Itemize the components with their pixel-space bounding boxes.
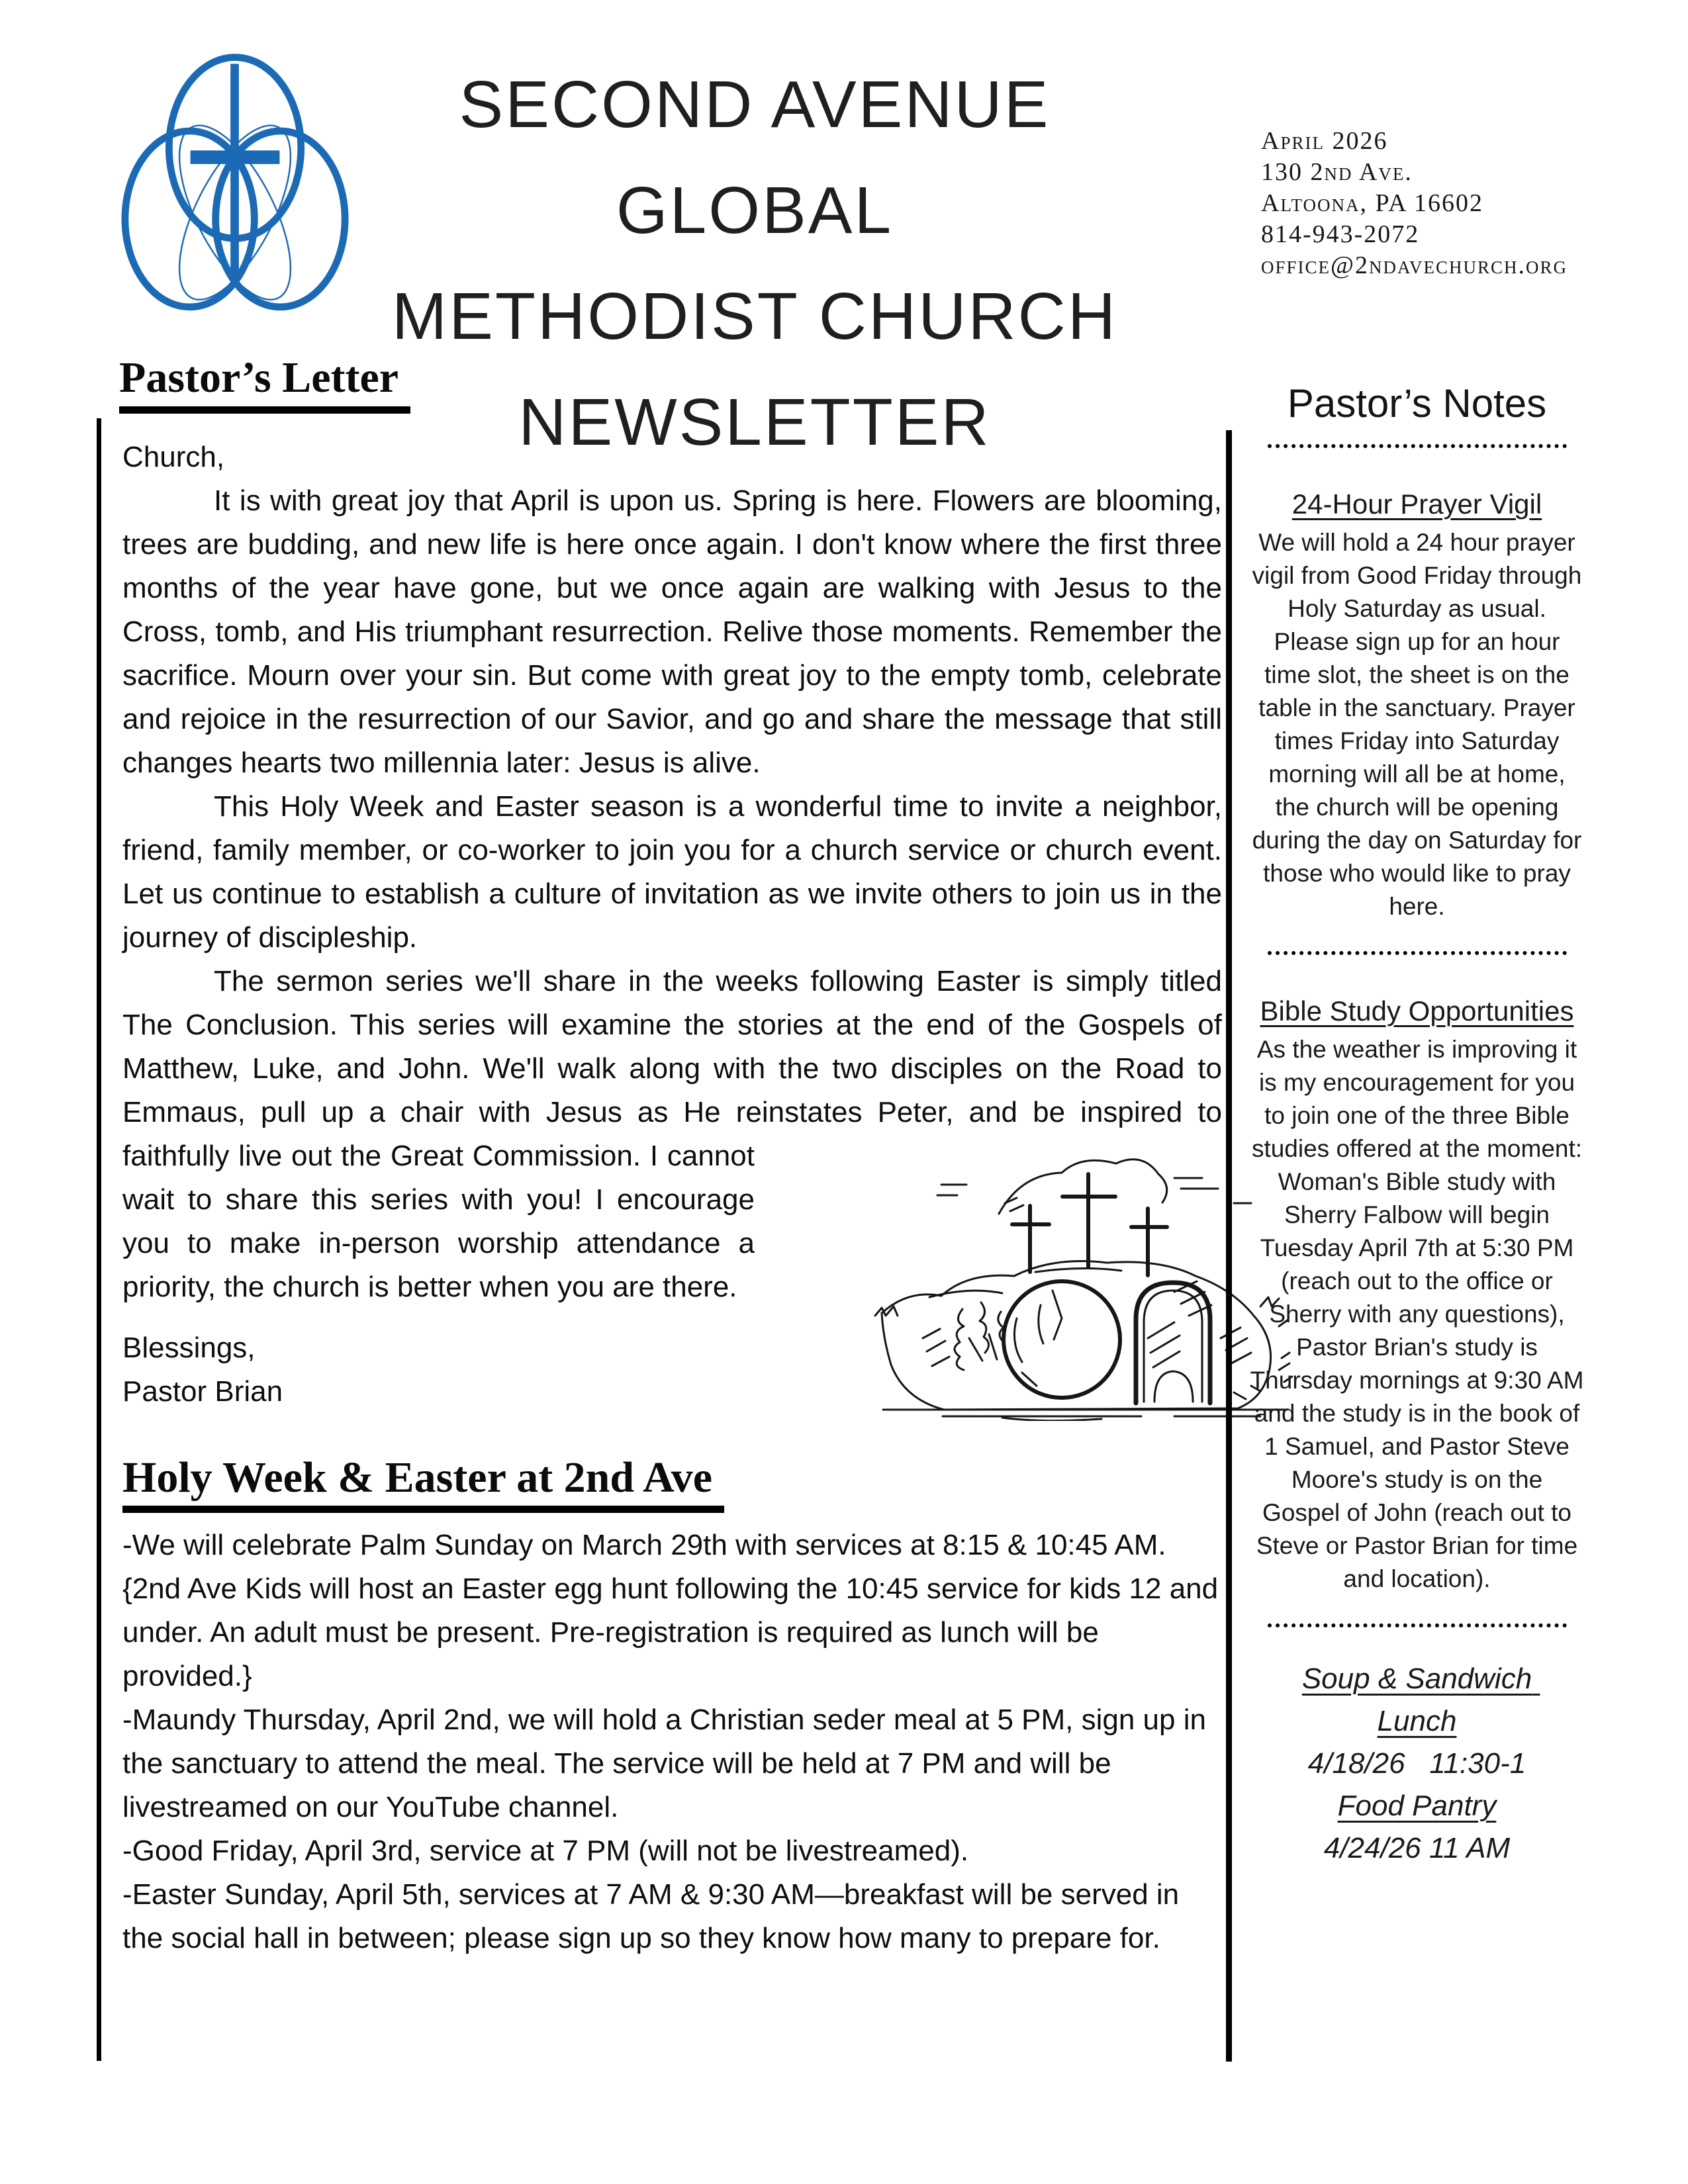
event-name-soup-sandwich-lunch: Soup & Sandwich Lunch (1301, 1662, 1540, 1737)
email-address: office@2ndavechurch.org (1261, 251, 1568, 279)
masthead-line-2: METHODIST CHURCH (391, 279, 1118, 353)
pastors-letter-heading: Pastor’s Letter (119, 355, 410, 413)
letter-paragraph-3 (122, 960, 1222, 1309)
event-datetime-soup-sandwich-lunch: 4/18/26 11:30-1 (1307, 1747, 1526, 1780)
bible-study-body: As the weather is improving it is my encouragement for you to join one of the three Bible studies offered at the moment: Woman's Bible study with Sherry Falbow will begin Tuesday April 7th at 5:30 PM (reach out to the office or Sherry with any questions), Pastor Brian's study is Thursday mornings at 9:30 AM and the study is in the book of 1 Samuel, and Pastor Steve Moore's study is on the Gospel of John (reach out to Steve or Pastor Brian for time and location). (1250, 1036, 1584, 1592)
issue-date: April 2026 (1261, 127, 1388, 155)
letter-salutation: Church, (122, 441, 225, 473)
bible-study-heading: Bible Study Opportunities (1260, 995, 1574, 1026)
prayer-vigil-body: We will hold a 24 hour prayer vigil from Good Friday through Holy Saturday as usual. Please sign up for an hour time slot, the sheet is on the table in the sanctuary. Prayer times Friday into Saturday morning will all be at home, the church will be opening during the day on Saturday for those who would like to pray here. (1252, 529, 1582, 920)
vertical-divider (1226, 430, 1232, 2062)
contact-block (1261, 126, 1645, 281)
upcoming-events (1250, 1658, 1584, 1870)
letter-paragraph-3-text-a: The sermon series we'll share in the weeks following Easter is simply titled The Conclusion. This series will examine the stories at the end of the Gospels of Matthew, Luke, and John. We'll walk along with the two disciples on the Road to Emmaus, pull up a chair with Jesus as He reinstates Peter, and be inspired to faithfully live out the Great (122, 965, 1222, 1172)
event-datetime-food-pantry: 4/24/26 11 AM (1323, 1832, 1511, 1864)
city-line: Altoona, PA 16602 (1261, 189, 1483, 217)
empty-tomb-sketch-icon (863, 1140, 1313, 1421)
holy-week-item-easter-sunday: -Easter Sunday, April 5th, services at 7 AM & 9:30 AM—breakfast will be served in the social hall in between; please sign up so they know how many to prepare for. (122, 1878, 1180, 1955)
prayer-vigil-heading: 24-Hour Prayer Vigil (1291, 488, 1542, 520)
dotted-divider (1268, 951, 1567, 955)
masthead-line-1: SECOND AVENUE GLOBAL (459, 68, 1051, 248)
pastors-notes-sidebar (1250, 381, 1584, 1870)
main-column (97, 418, 1222, 2061)
holy-week-item-palm-sunday: -We will celebrate Palm Sunday on March 29th with services at 8:15 & 10:45 AM. {2nd Ave Kids will host an Easter egg hunt following the 10:45 service for kids 12 and under. An adult must be present. Pre-registration is required as lunch will be provided.} (122, 1529, 1219, 1693)
masthead-line-3: NEWSLETTER (518, 385, 991, 459)
holy-week-item-good-friday: -Good Friday, April 3rd, service at 7 PM (will not be livestreamed). (122, 1835, 969, 1868)
letter-signature: Pastor Brian (122, 1375, 283, 1408)
letter-paragraph-3-text-b: Commission. I cannot wait to share this series with you! I encourage you to make in-person worship attendance a priority, the church is better when you are there. (122, 1140, 755, 1303)
holy-week-heading: Holy Week & Easter at 2nd Ave (122, 1455, 724, 1513)
sidebar-title: Pastor’s Notes (1287, 381, 1547, 426)
address-line: 130 2nd Ave. (1261, 158, 1413, 186)
event-name-food-pantry: Food Pantry (1337, 1790, 1497, 1822)
letter-paragraph-1: It is with great joy that April is upon us. Spring is here. Flowers are blooming, trees are budding, and new life is here once again. I don't know where the first three months of the year have gone, but we once again are walking with Jesus to the Cross, tomb, and His triumphant resurrection. Relive those moments. Remember the sacrifice. Mourn over your sin. But come with great joy to the empty tomb, celebrate and rejoice in the resurrection of our Savior, and go and share the message that still changes hearts two millennia later: Jesus is alive. (122, 484, 1222, 779)
letter-paragraph-2: This Holy Week and Easter season is a wonderful time to invite a neighbor, friend, family member, or co-worker to join you for a church service or church event. Let us continue to establish a culture of invitation as we invite others to join us in the journey of discipleship. (122, 790, 1222, 954)
masthead (331, 52, 1178, 475)
dotted-divider (1268, 444, 1567, 448)
phone-number: 814-943-2072 (1261, 220, 1420, 248)
dotted-divider (1268, 1623, 1567, 1627)
empty-tomb-illustration (772, 1140, 1222, 1421)
letter-closing: Blessings, (122, 1332, 256, 1364)
holy-week-item-maundy-thursday: -Maundy Thursday, April 2nd, we will hold a Christian seder meal at 5 PM, sign up in the sanctuary to attend the meal. The service will be held at 7 PM and will be livestreamed on our YouTube channel. (122, 1704, 1206, 1824)
